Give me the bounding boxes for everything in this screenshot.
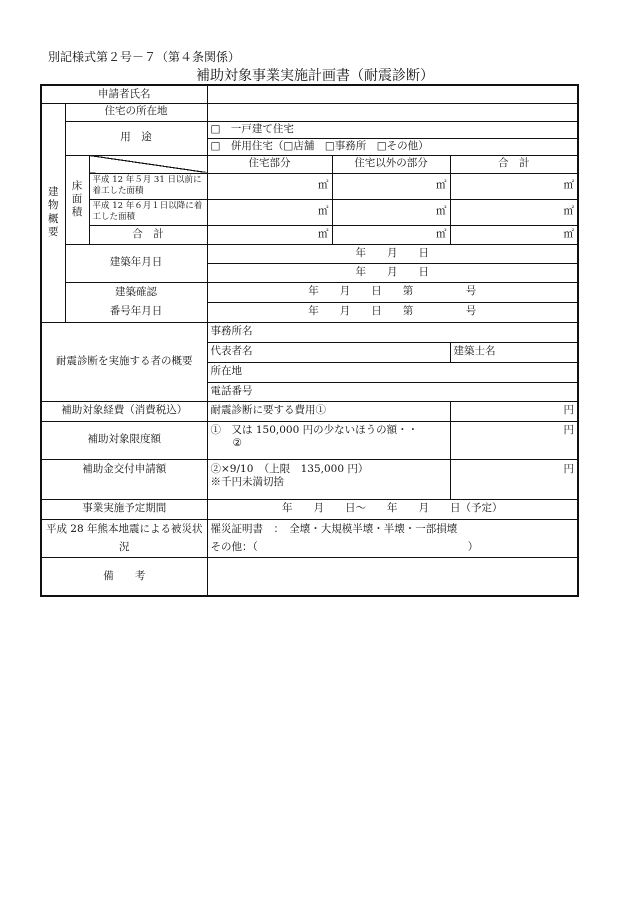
area-row-before <box>41 173 578 199</box>
remarks-value[interactable] <box>207 558 578 596</box>
document-title: 補助対象事業実施計画書（耐震診断） <box>196 68 434 84</box>
applicant-row <box>41 85 578 103</box>
diagnoser-address[interactable]: 所在地 <box>207 362 578 382</box>
confirmation-row-2 <box>41 302 578 322</box>
diagnoser-office-row <box>41 322 578 342</box>
confirmation-label-1: 建築確認 <box>65 282 207 302</box>
applicant-value[interactable] <box>207 85 578 103</box>
limit-content: ① 又は 150,000 円の少ないほうの額・・ ② <box>207 421 450 459</box>
remarks-row <box>41 558 578 596</box>
area-cell[interactable]: ㎡ <box>450 173 578 199</box>
disaster-row <box>41 519 578 558</box>
col-header-residential: 住宅部分 <box>207 155 332 173</box>
application-form-table <box>40 84 579 597</box>
diagnoser-phone[interactable]: 電話番号 <box>207 382 578 401</box>
use-option-detached[interactable]: □ 一戸建て住宅 <box>207 121 578 138</box>
grant-content: ②×9/10 （上限 135,000 円） ※千円未満切捨 <box>207 459 450 499</box>
col-header-non-residential: 住宅以外の部分 <box>332 155 450 173</box>
col-header-total: 合 計 <box>450 155 578 173</box>
cost-label: 補助対象経費（消費税込） <box>41 401 207 421</box>
cost-content: 耐震診断に要する費用① <box>207 401 450 421</box>
period-value[interactable]: 年 月 日～ 年 月 日（予定） <box>207 499 578 519</box>
floor-area-header-row <box>41 155 578 173</box>
period-label: 事業実施予定期間 <box>41 499 207 519</box>
area-cell[interactable]: ㎡ <box>450 199 578 225</box>
location-value[interactable] <box>207 103 578 121</box>
grant-row <box>41 459 578 499</box>
use-option-mixed[interactable]: □ 併用住宅（□店舗 □事務所 □その他） <box>207 138 578 155</box>
limit-label: 補助対象限度額 <box>41 421 207 459</box>
construction-date-label: 建築年月日 <box>65 244 207 282</box>
diagnoser-representative[interactable]: 代表者名 <box>207 342 450 362</box>
floor-area-label: 床 面 積 <box>65 155 89 244</box>
area-cell[interactable]: ㎡ <box>450 225 578 244</box>
confirmation-row-1 <box>41 282 578 302</box>
diagnoser-architect[interactable]: 建築士名 <box>450 342 578 362</box>
area-cell[interactable]: ㎡ <box>332 199 450 225</box>
area-label-total: 合 計 <box>89 225 207 244</box>
construction-date-line-2[interactable]: 年 月 日 <box>207 263 578 282</box>
limit-amount[interactable]: 円 <box>450 421 578 459</box>
location-label: 住宅の所在地 <box>65 103 207 121</box>
area-label-before: 平成 12 年５月 31 日以前に着工した面積 <box>89 173 207 199</box>
area-row-total <box>41 225 578 244</box>
construction-date-row-1 <box>41 244 578 263</box>
use-row-1 <box>41 121 578 138</box>
applicant-label: 申請者氏名 <box>41 85 207 103</box>
grant-label: 補助金交付申請額 <box>41 459 207 499</box>
location-row <box>41 103 578 121</box>
cost-row <box>41 401 578 421</box>
form-id: 別記様式第２号－７（第４条関係） <box>48 50 241 64</box>
disaster-content[interactable]: 罹災証明書 ： 全壊・大規模半壊・半壊・一部損壊 その他：（ ） <box>207 519 578 558</box>
construction-date-line-1[interactable]: 年 月 日 <box>207 244 578 263</box>
remarks-label: 備 考 <box>41 558 207 596</box>
use-label: 用 途 <box>65 121 207 155</box>
building-overview-label: 建 物 概 要 <box>41 103 65 322</box>
area-cell[interactable]: ㎡ <box>332 173 450 199</box>
area-cell[interactable]: ㎡ <box>207 199 332 225</box>
area-row-after <box>41 199 578 225</box>
diagonal-header-cell <box>89 155 207 173</box>
confirmation-line-2[interactable]: 年 月 日 第 号 <box>207 302 578 322</box>
area-cell[interactable]: ㎡ <box>207 173 332 199</box>
limit-row <box>41 421 578 459</box>
confirmation-line-1[interactable]: 年 月 日 第 号 <box>207 282 578 302</box>
period-row <box>41 499 578 519</box>
disaster-label: 平成 28 年熊本地震による被災状況 <box>41 519 207 558</box>
diagnoser-office[interactable]: 事務所名 <box>207 322 578 342</box>
area-cell[interactable]: ㎡ <box>207 225 332 244</box>
confirmation-label-2: 番号年月日 <box>65 302 207 322</box>
grant-amount[interactable]: 円 <box>450 459 578 499</box>
area-cell[interactable]: ㎡ <box>332 225 450 244</box>
area-label-after: 平成 12 年６月１日以降に着工した面積 <box>89 199 207 225</box>
cost-amount[interactable]: 円 <box>450 401 578 421</box>
diagnoser-label: 耐震診断を実施する者の概要 <box>41 322 207 401</box>
